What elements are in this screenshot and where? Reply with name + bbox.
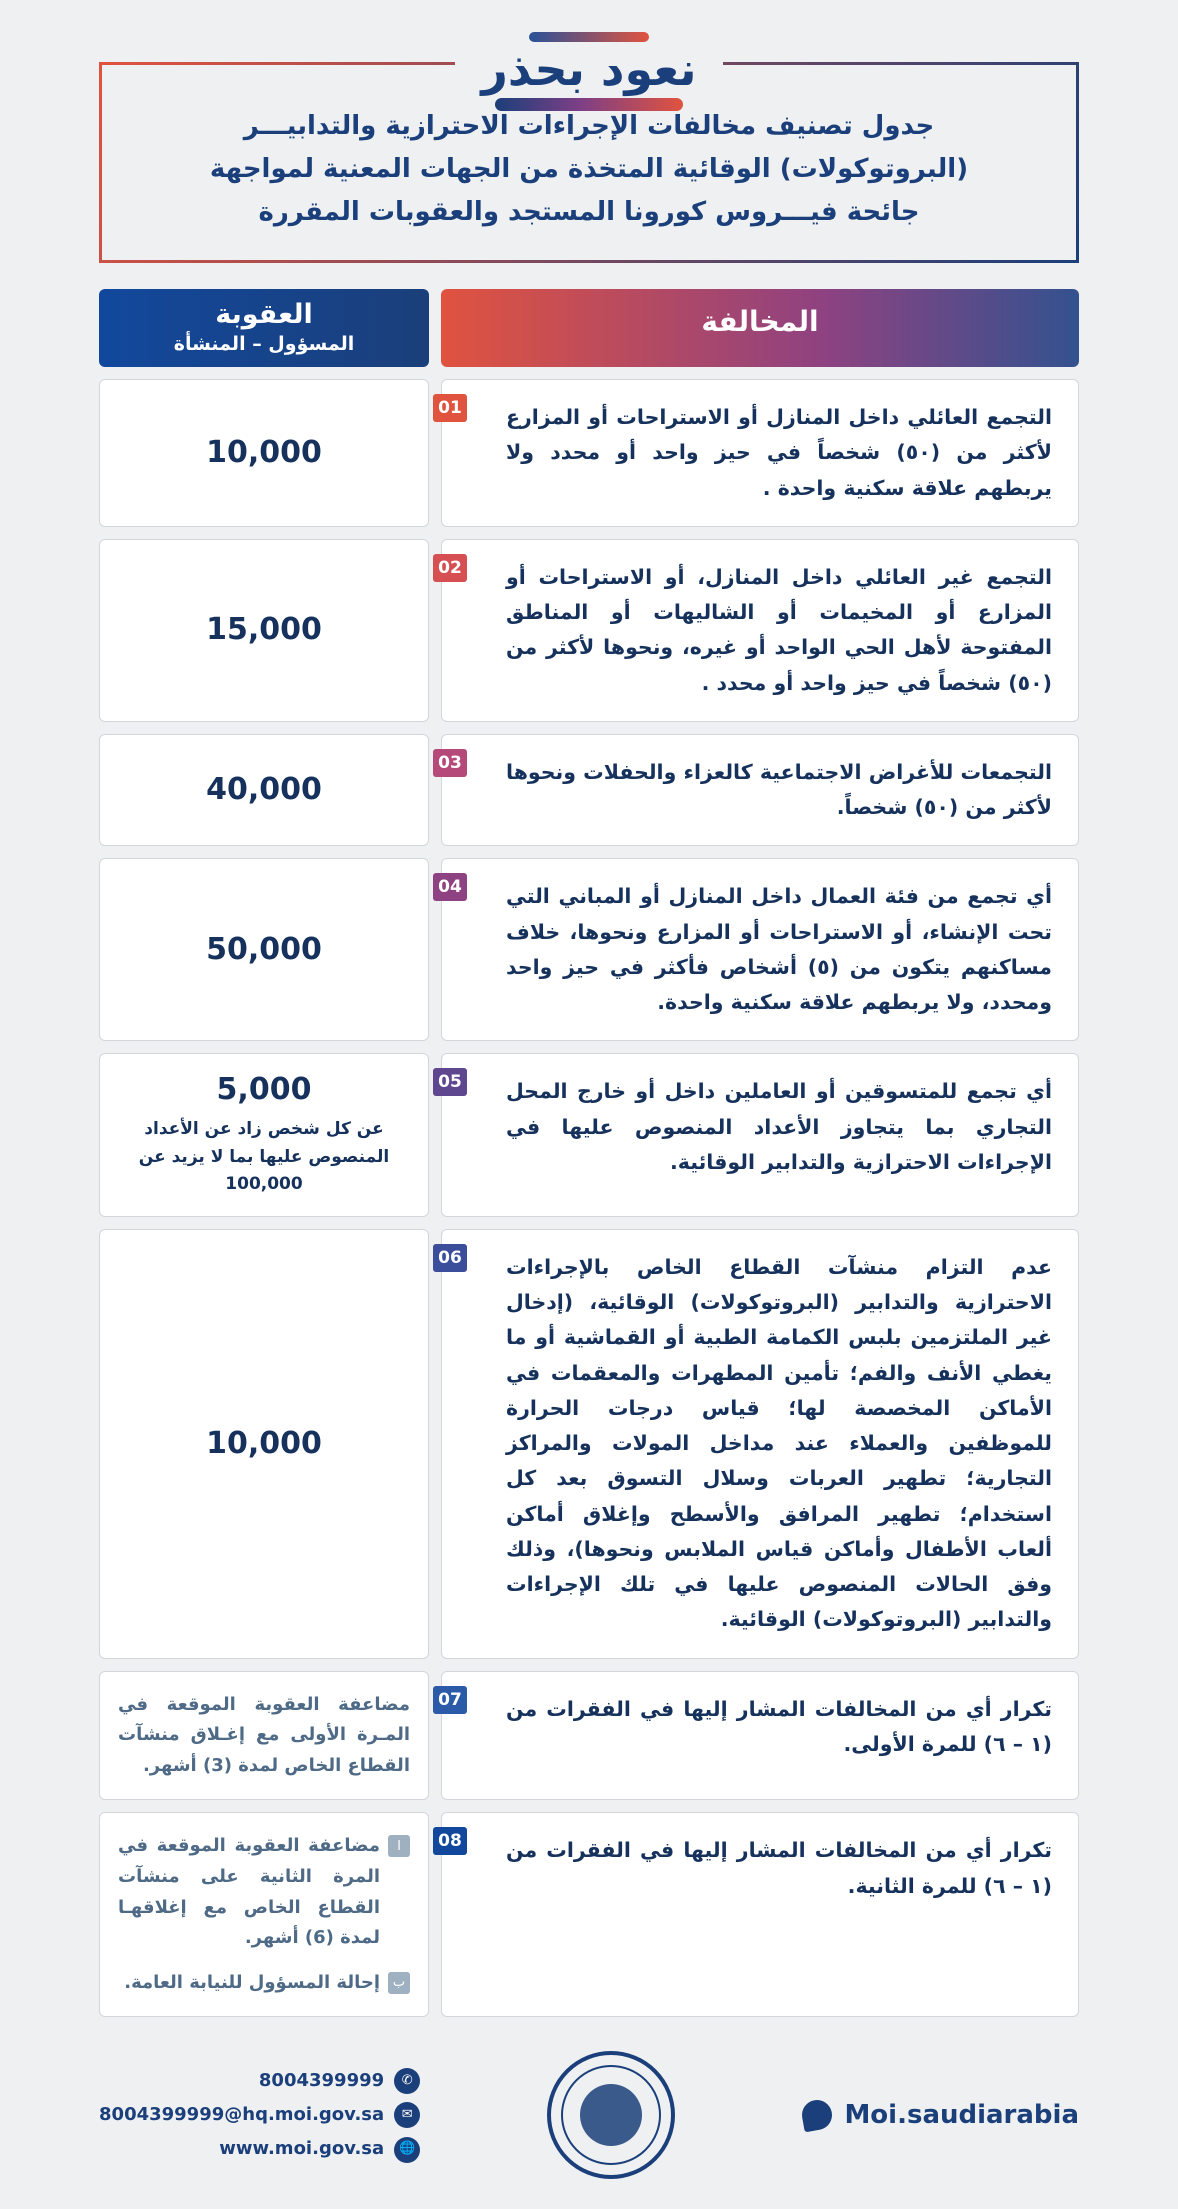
violation-text: التجمع غير العائلي داخل المنازل، أو الاستراحات أو المزارع أو المخيمات أو الشاليهات أو المناطق المفتوحة لأهل الحي الواحد أو غيره، ونحوها لأكثر من (٥٠) شخصاً في حيز واحد أو محدد . (506, 564, 1052, 695)
table-row (99, 1053, 1079, 1217)
violation-text: أي تجمع من فئة العمال داخل المنازل أو المباني التي تحت الإنشاء، أو الاستراحات أو المزارع ونحوها، خلاف مساكنهم يتكون من (٥) أشخاص فأكثر في حيز واحد ومحدد، ولا يربطهم علاقة سكنية واحدة. (506, 884, 1053, 1015)
penalty-amount: 50,000 (206, 931, 322, 967)
row-number-badge: 06 (433, 1244, 467, 1272)
violations-table (99, 289, 1079, 2018)
row-number-badge: 02 (433, 554, 467, 582)
penalty-amount: 5,000 (216, 1072, 312, 1108)
violation-cell (438, 858, 1079, 1041)
table-row (99, 734, 1079, 847)
penalty-text: مضاعفة العقوبة الموقعة في المرة الثانية على منشآت القطاع الخاص مع إغلاقهـا لمدة (6) أشهر. (118, 1835, 380, 1949)
logo-area (0, 0, 1178, 118)
penalty-line (118, 1968, 410, 1999)
twitter-bird-icon (800, 2098, 835, 2133)
table-row (99, 1812, 1079, 2017)
column-header-penalty-title: العقوبة (215, 298, 313, 330)
penalty-cell (99, 1671, 429, 1801)
penalty-amount: 10,000 (206, 1425, 322, 1461)
penalty-line (118, 1831, 410, 1953)
column-header-penalty-sub: المسؤول – المنشأة (173, 333, 355, 356)
penalty-cell (99, 539, 429, 722)
logo-swoosh-top-icon (529, 32, 649, 42)
row-number-badge: 04 (433, 873, 467, 901)
table-header (99, 289, 1079, 367)
contact-email-line[interactable] (99, 2098, 420, 2132)
table-row (99, 858, 1079, 1041)
violation-cell (438, 1053, 1079, 1217)
globe-icon: 🌐 (394, 2137, 420, 2163)
violation-text: تكرار أي من المخالفات المشار إليها في الفقرات من (١ – ٦) للمرة الأولى. (506, 1696, 1052, 1756)
social-handle-text: Moi.saudiarabia (844, 2100, 1079, 2131)
phone-icon: ✆ (394, 2068, 420, 2094)
contact-phone-text: 8004399999 (258, 2070, 385, 2092)
violation-text: عدم التزام منشآت القطاع الخاص بالإجراءات الاحترازية والتدابير (البروتوكولات) الوقائية، (إدخال غير الملتزمين بلبس الكمامة الطبية أو القماشية أو ما يغطي الأنف والفم؛ تأمين المطهرات والمعقمات في الأماكن المخصصة لها؛ قياس درجات الحرارة للموظفين والعملاء عند مداخل المولات والمراكز التجارية؛ تطهير العربات وسلال التسوق بعد كل استخدام؛ تطهير المرافق والأسطح وإغلاق أماكن ألعاب الأطفال وأماكن قياس الملابس ونحوها)، وذلك وفق الحالات المنصوص عليها في تلك الإجراءات والتدابير (البروتوكولات) الوقائية. (506, 1254, 1052, 1632)
row-number-badge: 01 (433, 394, 467, 422)
penalty-cell (99, 858, 429, 1041)
penalty-cell (99, 1812, 429, 2017)
penalty-cell (99, 1229, 429, 1659)
penalty-note: عن كل شخص زاد عن الأعداد المنصوص عليها بما لا يزيد عن 100,000 (138, 1119, 390, 1194)
violation-cell (438, 1671, 1079, 1801)
penalty-cell (99, 734, 429, 847)
footer (99, 2051, 1079, 2189)
penalty-amount: 15,000 (206, 612, 322, 648)
contact-block (99, 2064, 420, 2167)
penalty-text: إحالة المسؤول للنيابة العامة. (124, 1971, 380, 1993)
emblem-core (580, 2084, 642, 2146)
penalty-cell (99, 379, 429, 527)
row-number-badge: 07 (433, 1686, 467, 1714)
mail-icon: ✉ (394, 2102, 420, 2128)
table-row (99, 379, 1079, 527)
violation-cell (438, 539, 1079, 722)
penalty-bullet-badge: ب (388, 1972, 410, 1994)
table-row (99, 539, 1079, 722)
saudi-moi-emblem-icon (547, 2051, 675, 2179)
campaign-logo (455, 42, 722, 111)
penalty-amount: 10,000 (206, 434, 322, 470)
logo-swoosh-icon (495, 98, 683, 111)
contact-website-text: www.moi.gov.sa (219, 2138, 385, 2160)
penalty-cell (99, 1053, 429, 1217)
row-number-badge: 08 (433, 1827, 467, 1855)
contact-phone-line[interactable] (99, 2064, 420, 2098)
contact-website-line[interactable] (99, 2132, 420, 2166)
title-line-1: جدول تصنيف مخالفات الإجراءات الاحترازية والتدابيـــر (243, 111, 935, 141)
violation-cell (438, 379, 1079, 527)
column-header-penalty (99, 289, 429, 367)
penalty-amount: 40,000 (206, 772, 322, 808)
penalty-text: مضاعفة العقوبة الموقعة في المـرة الأولى مع إغـلاق منشآت القطاع الخاص لمدة (3) أشهر. (118, 1693, 410, 1776)
violation-cell (438, 734, 1079, 847)
table-row (99, 1229, 1079, 1659)
violation-cell (438, 1229, 1079, 1659)
violation-text: التجمعات للأغراض الاجتماعية كالعزاء والحفلات ونحوها لأكثر من (٥٠) شخصاً. (506, 759, 1052, 820)
column-header-violation: المخالفة (441, 289, 1079, 367)
violation-text: التجمع العائلي داخل المنازل أو الاستراحات أو المزارع لأكثر من (٥٠) شخصاً في حيز واحد أو محدد ولا يربطهم علاقة سكنية واحدة . (506, 405, 1052, 500)
violation-text: تكرار أي من المخالفات المشار إليها في الفقرات من (١ – ٦) للمرة الثانية. (506, 1838, 1052, 1898)
row-number-badge: 03 (433, 749, 467, 777)
violation-cell (438, 1812, 1079, 2017)
contact-email-text: 8004399999@hq.moi.gov.sa (99, 2104, 385, 2126)
logo-text: نعود بحذر (481, 42, 697, 96)
table-row (99, 1671, 1079, 1801)
social-handle-block[interactable] (802, 2100, 1079, 2130)
penalty-bullet-badge: ا (388, 1835, 410, 1857)
row-number-badge: 05 (433, 1068, 467, 1096)
violation-text: أي تجمع للمتسوقين أو العاملين داخل أو خارج المحل التجاري بما يتجاوز الأعداد المنصوص عليها في الإجراءات الاحترازية والتدابير الوقائية. (506, 1079, 1052, 1174)
title-line-3: جائحة فيـــروس كورونا المستجد والعقوبات المقررة (258, 196, 920, 227)
title-line-2: (البروتوكولات) الوقائية المتخذة من الجهات المعنية لمواجهة (209, 153, 969, 184)
